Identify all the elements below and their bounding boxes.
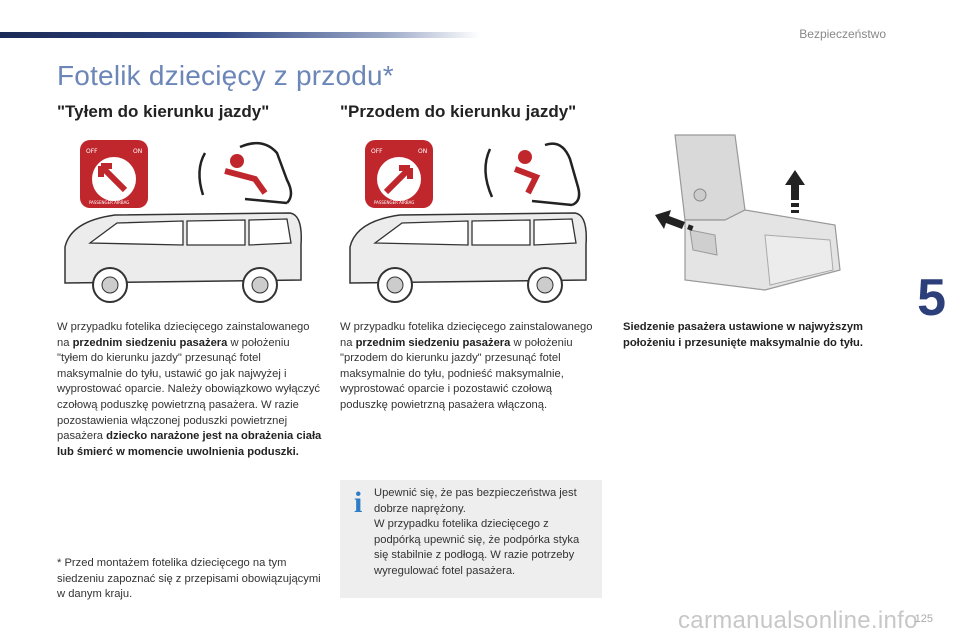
info-box — [340, 480, 602, 598]
airbag-off-badge — [80, 140, 148, 208]
airbag-ring-label: PASSENGER AIRBAG — [89, 200, 130, 205]
text-run: w położeniu "tyłem do kierunku jazdy" przesunąć fotel maksymalnie do tyłu, ustawić go jak najwyżej i wyprostować oparcie. Należy obowiązkowo wyłączyć czołową poduszkę powietrzną pasażera. W razie pozostawienia włączonej poduszki powietrznej pasażera — [57, 336, 321, 443]
watermark: carmanualsonline.info — [678, 607, 918, 634]
footnote-marker: * — [57, 557, 62, 569]
text-run: W przypadku fotelika dziecięcego zainstalowanego na — [340, 321, 593, 349]
text-run: W przypadku fotelika dziecięcego zainstalowanego na — [57, 321, 310, 349]
section-name: Bezpieczeństwo — [799, 27, 886, 41]
arrow-up-icon — [785, 170, 805, 213]
footnote — [57, 556, 322, 603]
text-run-bold: dziecko narażone jest na obrażenia ciała lub śmierć w momencie uwolnienia poduszki. — [57, 430, 322, 458]
chapter-number: 5 — [917, 269, 946, 327]
forward-facing-seat-icon — [485, 144, 579, 205]
heading-forward-facing: "Przodem do kierunku jazdy" — [340, 102, 577, 121]
text-run-bold: przednim siedzeniu pasażera — [72, 336, 228, 349]
forward-facing-description — [340, 320, 600, 414]
page-title: Fotelik dziecięcy z przodu* — [57, 60, 394, 91]
airbag-off-label: OFF — [371, 148, 383, 155]
passenger-seat-illustration — [645, 130, 845, 310]
heading-rear-facing: "Tyłem do kierunku jazdy" — [57, 102, 270, 121]
airbag-on-badge — [365, 140, 433, 208]
rear-facing-description — [57, 320, 322, 460]
van-illustration — [65, 213, 301, 302]
header-bar — [0, 32, 480, 38]
forward-facing-illustration — [340, 135, 605, 315]
text-run: w położeniu "przodem do kierunku jazdy" przesunąć fotel maksymalnie do tyłu, podnieść maksymalnie, wyprostować oparcie i pozostawić czołową poduszkę powietrzną pasażera włączoną. — [340, 336, 573, 411]
airbag-on-label: ON — [418, 148, 428, 155]
van-illustration — [350, 213, 586, 302]
text-run-bold: przednim siedzeniu pasażera — [355, 336, 511, 349]
rear-facing-seat-icon — [199, 143, 291, 203]
airbag-off-label: OFF — [86, 148, 98, 155]
rear-facing-illustration — [55, 135, 320, 315]
info-icon: i — [354, 486, 363, 519]
info-text: Upewnić się, że pas bezpieczeństwa jest dobrze naprężony. W przypadku fotelika dziecięcego z podpórką upewnić się, że podpórka styka się stabilnie z podłogą. W razie potrzeby wyregulować fotel pasażera. — [374, 487, 580, 577]
airbag-ring-label: PASSENGER AIRBAG — [374, 200, 415, 205]
seat-caption: Siedzenie pasażera ustawione w najwyższym położeniu i przesunięte maksymalnie do tyłu. — [623, 321, 864, 349]
footnote-text: Przed montażem fotelika dziecięcego na tym siedzeniu zapoznać się z przepisami obowiązującymi w danym kraju. — [57, 557, 321, 601]
page-number: 125 — [914, 613, 933, 625]
airbag-on-label: ON — [133, 148, 143, 155]
